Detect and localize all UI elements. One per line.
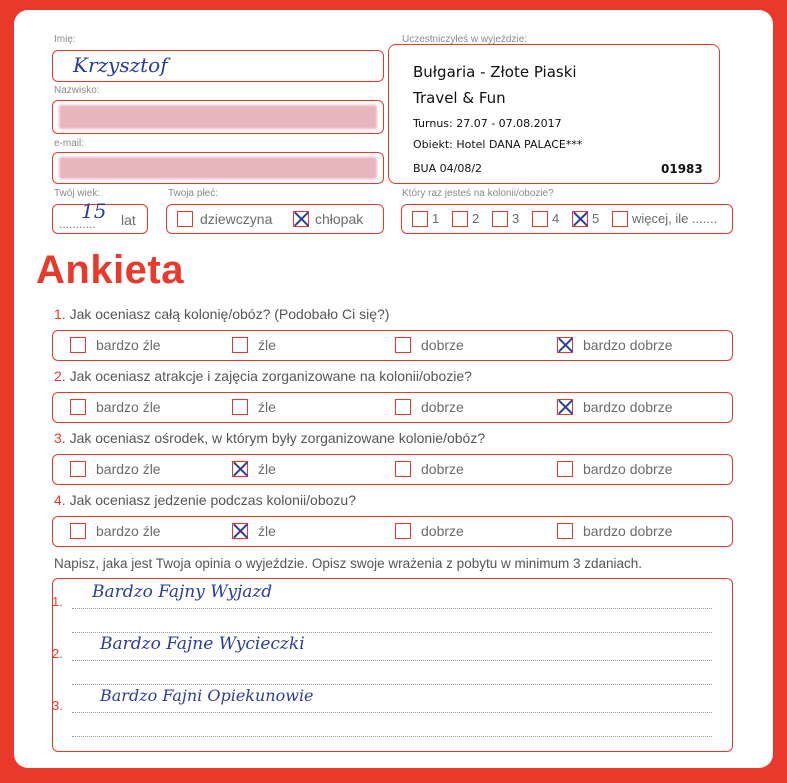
question-3-option-4-label: bardzo dobrze xyxy=(583,461,673,477)
trip-operator: Travel & Fun xyxy=(413,89,506,107)
question-2-option-3-checkbox[interactable] xyxy=(395,399,411,415)
times-4-label: 4 xyxy=(552,211,560,226)
trip-destination: Bułgaria - Złote Piaski xyxy=(413,63,577,81)
surname-label: Nazwisko: xyxy=(54,85,100,96)
question-4-option-1-checkbox[interactable] xyxy=(70,523,86,539)
name-label: Imię: xyxy=(54,34,76,45)
question-2-number: 2. xyxy=(54,368,66,384)
times-3-label: 3 xyxy=(512,211,520,226)
question-4-option-4-checkbox[interactable] xyxy=(557,523,573,539)
question-1-text xyxy=(54,306,389,322)
question-4-label: Jak oceniasz jedzenie podczas kolonii/obozu? xyxy=(69,492,356,508)
times-label: Który raz jesteś na kolonii/obozie? xyxy=(402,188,554,199)
gender-male-checkbox[interactable] xyxy=(293,211,309,227)
question-4-text xyxy=(54,492,356,508)
age-dots: ........... xyxy=(59,217,96,231)
question-2-option-2-label: źle xyxy=(258,399,276,415)
question-4-option-2-label: źle xyxy=(258,523,276,539)
question-4-option-3-checkbox[interactable] xyxy=(395,523,411,539)
question-1-option-1-checkbox[interactable] xyxy=(70,337,86,353)
times-1-label: 1 xyxy=(432,211,440,226)
opinion-number-1: 1. xyxy=(52,594,63,609)
question-1-option-3-label: dobrze xyxy=(421,337,464,353)
opinion-number-3: 3. xyxy=(52,698,63,713)
trip-turnus: Turnus: 27.07 - 07.08.2017 xyxy=(413,117,562,130)
question-1-option-2-label: źle xyxy=(258,337,276,353)
trip-info-box xyxy=(388,44,720,184)
times-more-label: więcej, ile ....... xyxy=(632,211,718,226)
opinion-line-1: Bardzo Fajny Wyjazd xyxy=(92,582,273,602)
question-2-label: Jak oceniasz atrakcje i zajęcia zorganizowane na kolonii/obozie? xyxy=(69,368,472,384)
question-1-option-4-label: bardzo dobrze xyxy=(583,337,673,353)
question-3-option-2-checkbox[interactable] xyxy=(232,461,248,477)
question-2-option-3-label: dobrze xyxy=(421,399,464,415)
participated-label: Uczestniczyłeś w wyjeździe: xyxy=(402,34,528,45)
survey-title: Ankieta xyxy=(36,248,184,292)
question-1-number: 1. xyxy=(54,306,66,322)
question-3-text xyxy=(54,430,485,446)
name-value: Krzysztof xyxy=(73,53,168,77)
question-2-option-2-checkbox[interactable] xyxy=(232,399,248,415)
name-field[interactable] xyxy=(52,50,384,82)
question-4-option-1-label: bardzo źle xyxy=(96,523,161,539)
gender-female-checkbox[interactable] xyxy=(177,211,193,227)
surname-redacted xyxy=(59,105,377,129)
question-1-option-2-checkbox[interactable] xyxy=(232,337,248,353)
times-4-checkbox[interactable] xyxy=(532,211,548,227)
times-field xyxy=(401,204,733,234)
question-4-option-2-checkbox[interactable] xyxy=(232,523,248,539)
trip-hotel: Obiekt: Hotel DANA PALACE*** xyxy=(413,138,583,151)
question-3-number: 3. xyxy=(54,430,66,446)
question-3-option-1-label: bardzo źle xyxy=(96,461,161,477)
trip-code: BUA 04/08/2 xyxy=(413,162,483,175)
opinion-rule-1 xyxy=(72,607,712,609)
question-3-option-1-checkbox[interactable] xyxy=(70,461,86,477)
question-1-option-4-checkbox[interactable] xyxy=(557,337,573,353)
email-label: e-mail: xyxy=(54,138,85,149)
times-5-checkbox[interactable] xyxy=(572,211,588,227)
email-redacted xyxy=(59,157,377,179)
age-field[interactable] xyxy=(52,199,148,234)
times-1-checkbox[interactable] xyxy=(412,211,428,227)
question-2-option-1-label: bardzo źle xyxy=(96,399,161,415)
times-2-checkbox[interactable] xyxy=(452,211,468,227)
gender-label: Twoja płeć: xyxy=(168,188,219,199)
opinion-rule-3b xyxy=(72,735,712,737)
question-2-option-1-checkbox[interactable] xyxy=(70,399,86,415)
age-suffix: lat xyxy=(121,212,136,228)
email-field[interactable] xyxy=(52,152,384,184)
question-4-option-3-label: dobrze xyxy=(421,523,464,539)
question-1-option-1-label: bardzo źle xyxy=(96,337,161,353)
surname-field[interactable] xyxy=(52,100,384,134)
opinion-rule-2b xyxy=(72,683,712,685)
trip-number: 01983 xyxy=(661,162,703,176)
opinion-prompt: Napisz, jaka jest Twoja opinia o wyjeździe. Opisz swoje wrażenia z pobytu w minimum 3 zdaniach. xyxy=(54,556,643,571)
question-4-option-4-label: bardzo dobrze xyxy=(583,523,673,539)
question-3-option-4-checkbox[interactable] xyxy=(557,461,573,477)
question-3-option-3-label: dobrze xyxy=(421,461,464,477)
question-2-text xyxy=(54,368,472,384)
opinion-rule-2 xyxy=(72,659,712,661)
gender-field xyxy=(166,204,384,234)
question-1-option-3-checkbox[interactable] xyxy=(395,337,411,353)
times-3-checkbox[interactable] xyxy=(492,211,508,227)
age-value: 15 xyxy=(81,199,107,223)
gender-female-label: dziewczyna xyxy=(200,211,273,227)
times-more-checkbox[interactable] xyxy=(612,211,628,227)
gender-male-label: chłopak xyxy=(315,211,364,227)
question-3-option-2-label: źle xyxy=(258,461,276,477)
opinion-box[interactable] xyxy=(52,578,733,752)
opinion-rule-1b xyxy=(72,631,712,633)
question-2-option-4-label: bardzo dobrze xyxy=(583,399,673,415)
question-3-option-3-checkbox[interactable] xyxy=(395,461,411,477)
opinion-line-3: Bardzo Fajni Opiekunowie xyxy=(100,686,314,705)
times-2-label: 2 xyxy=(472,211,480,226)
question-3-label: Jak oceniasz ośrodek, w którym były zorganizowane kolonie/obóz? xyxy=(69,430,486,446)
opinion-rule-3 xyxy=(72,711,712,713)
times-5-label: 5 xyxy=(592,211,600,226)
age-label: Twój wiek: xyxy=(54,188,101,199)
question-4-number: 4. xyxy=(54,492,66,508)
question-2-option-4-checkbox[interactable] xyxy=(557,399,573,415)
opinion-number-2: 2. xyxy=(52,646,63,661)
opinion-line-2: Bardzo Fajne Wycieczki xyxy=(100,634,305,654)
question-1-label: Jak oceniasz całą kolonię/obóz? (Podobało Ci się?) xyxy=(69,306,390,322)
